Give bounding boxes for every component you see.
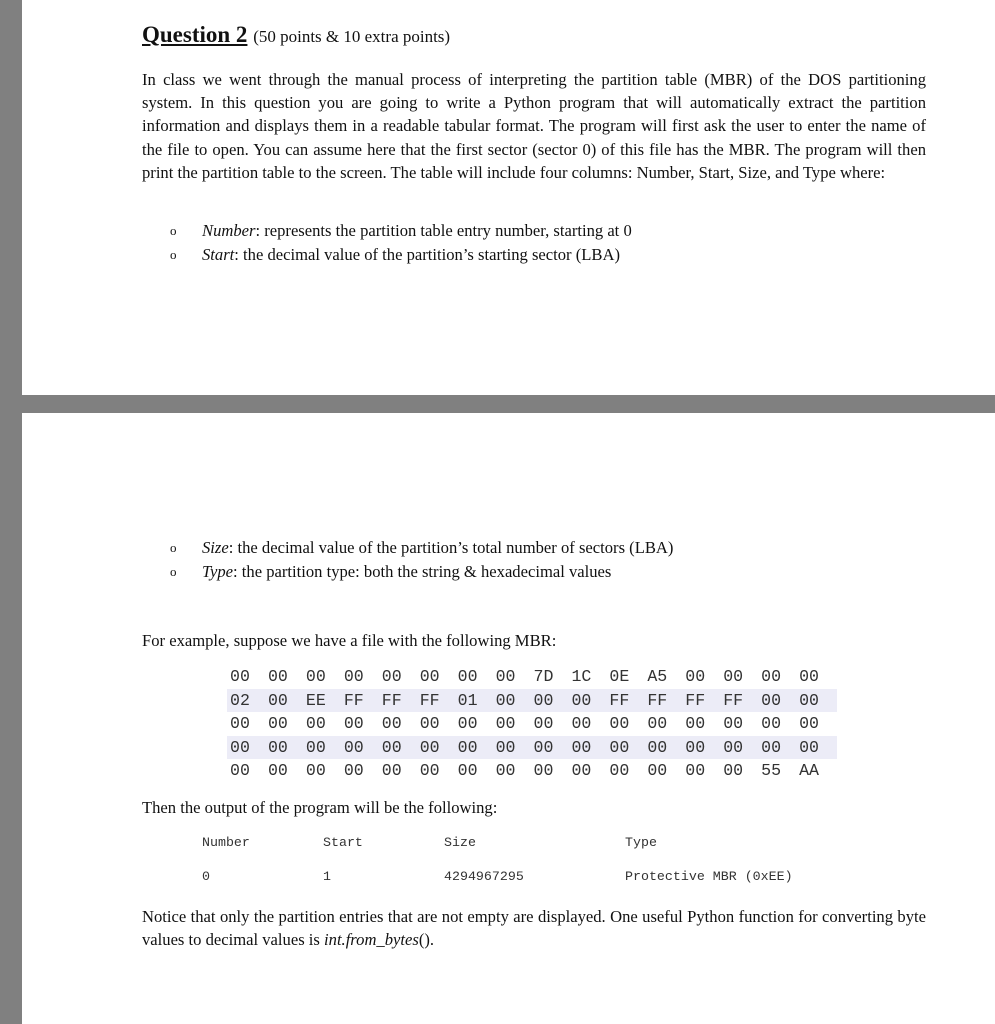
hex-byte: EE bbox=[305, 690, 326, 710]
notice-end: (). bbox=[418, 930, 435, 950]
hex-byte: 00 bbox=[761, 690, 782, 710]
question-number: Question 2 bbox=[142, 22, 248, 47]
hex-byte: 00 bbox=[495, 714, 516, 734]
hex-byte: 00 bbox=[230, 667, 250, 687]
hex-byte: 00 bbox=[723, 761, 744, 781]
hex-row bbox=[227, 665, 837, 689]
hex-byte: FF bbox=[647, 690, 668, 710]
output-label: Then the output of the program will be the following: bbox=[142, 798, 498, 817]
hex-byte: 00 bbox=[571, 714, 592, 734]
hex-byte: 00 bbox=[685, 737, 706, 757]
hex-byte: 00 bbox=[230, 761, 250, 781]
hex-byte: 00 bbox=[685, 667, 706, 687]
hex-byte: 00 bbox=[609, 714, 630, 734]
hex-byte: 00 bbox=[267, 737, 288, 757]
hex-byte: 00 bbox=[419, 761, 440, 781]
hex-byte: 00 bbox=[495, 690, 516, 710]
hex-byte: 00 bbox=[305, 737, 326, 757]
hex-byte: 00 bbox=[761, 737, 782, 757]
hex-byte: 00 bbox=[381, 667, 402, 687]
hex-byte: 00 bbox=[761, 714, 782, 734]
hex-byte: 00 bbox=[533, 761, 554, 781]
hex-byte: 00 bbox=[267, 667, 288, 687]
bullet-marker: o bbox=[170, 246, 177, 262]
cell-type: Protective MBR (0xEE) bbox=[625, 868, 793, 884]
hex-byte: 00 bbox=[495, 761, 516, 781]
hex-row bbox=[227, 759, 837, 783]
hex-byte: 1C bbox=[571, 667, 592, 687]
hex-byte: 00 bbox=[571, 761, 592, 781]
hex-byte: 00 bbox=[647, 714, 668, 734]
list-item-start bbox=[170, 243, 632, 267]
term-size: Size bbox=[202, 538, 229, 557]
hex-byte: 00 bbox=[230, 714, 250, 734]
list-item-type bbox=[170, 560, 673, 584]
hex-byte: 00 bbox=[799, 667, 819, 687]
bullet-marker: o bbox=[170, 563, 177, 579]
hex-byte: 00 bbox=[647, 737, 668, 757]
hex-byte: 00 bbox=[457, 714, 478, 734]
hex-byte: 00 bbox=[533, 690, 554, 710]
output-header-row bbox=[202, 831, 855, 853]
hex-byte: 00 bbox=[381, 737, 402, 757]
notice-paragraph bbox=[142, 905, 926, 951]
desc-type: : the partition type: both the string & hexadecimal values bbox=[233, 561, 612, 581]
term-type: Type bbox=[202, 561, 234, 581]
header-number: Number bbox=[202, 834, 250, 850]
hex-byte: 00 bbox=[381, 761, 402, 781]
hex-byte: 55 bbox=[761, 761, 782, 781]
hex-byte: 00 bbox=[267, 690, 288, 710]
hex-byte: 00 bbox=[799, 690, 819, 710]
notice-text: Notice that only the partition entries that are not empty are displayed. One useful Python function for converting byte values to decimal values is bbox=[142, 907, 926, 950]
hex-byte: 00 bbox=[533, 714, 554, 734]
hex-byte: 00 bbox=[761, 667, 782, 687]
desc-size: : the decimal value of the partition’s total number of sectors (LBA) bbox=[228, 538, 674, 557]
hex-byte: 00 bbox=[495, 737, 516, 757]
hex-byte: 00 bbox=[609, 737, 630, 757]
hex-byte: 00 bbox=[799, 714, 819, 734]
example-label: For example, suppose we have a file with the following MBR: bbox=[142, 631, 557, 650]
hex-byte: 00 bbox=[230, 737, 250, 757]
hex-row bbox=[227, 736, 837, 760]
hex-byte: 00 bbox=[343, 761, 364, 781]
list-item-number bbox=[170, 219, 632, 243]
intro-paragraph: In class we went through the manual process of interpreting the partition table (MBR) of the DOS partitioning system. In this question you are going to write a Python program that will automatically extract the partition information and displays them in a readable tabular format. The program will first ask the user to enter the name of the file to open. You can assume here that the first sector (sector 0) of this file has the MBR. The program will then print the partition table to the screen. The table will include four columns: Number, Start, Size, and Type where: bbox=[142, 70, 926, 182]
hex-byte: 7D bbox=[533, 667, 554, 687]
hex-byte: 00 bbox=[723, 667, 744, 687]
hex-byte: 00 bbox=[419, 667, 440, 687]
header-type: Type bbox=[625, 834, 657, 850]
bullet-marker: o bbox=[170, 540, 177, 555]
hex-byte: 00 bbox=[685, 714, 706, 734]
hex-byte: 02 bbox=[230, 690, 250, 710]
hex-byte: FF bbox=[723, 690, 744, 710]
hex-byte: 00 bbox=[305, 714, 326, 734]
term-start: Start bbox=[202, 244, 235, 264]
hex-byte: 00 bbox=[457, 667, 478, 687]
hex-byte: 00 bbox=[495, 667, 516, 687]
hex-byte: 00 bbox=[343, 737, 364, 757]
hex-byte: 00 bbox=[723, 714, 744, 734]
function-name: int.from_bytes bbox=[324, 930, 419, 950]
term-number: Number bbox=[202, 221, 256, 240]
hex-byte: 00 bbox=[571, 737, 592, 757]
header-size: Size bbox=[444, 834, 476, 850]
list-item-size bbox=[170, 536, 673, 560]
question-points: (50 points & 10 extra points) bbox=[253, 27, 451, 46]
header-start: Start bbox=[323, 834, 363, 850]
hex-row bbox=[227, 689, 837, 713]
hex-byte: 00 bbox=[305, 761, 326, 781]
hex-byte: 00 bbox=[381, 714, 402, 734]
hex-row bbox=[227, 712, 837, 736]
bullet-marker: o bbox=[170, 223, 177, 238]
program-output-table bbox=[202, 831, 855, 887]
hex-byte: AA bbox=[799, 761, 819, 781]
hex-byte: 00 bbox=[723, 737, 744, 757]
hex-byte: 00 bbox=[267, 714, 288, 734]
hex-byte: A5 bbox=[647, 667, 668, 687]
hex-byte: 00 bbox=[419, 714, 440, 734]
hex-byte: 00 bbox=[305, 667, 326, 687]
hex-byte: FF bbox=[381, 690, 402, 710]
cell-start: 1 bbox=[323, 868, 331, 884]
cell-size: 4294967295 bbox=[444, 868, 524, 884]
hex-byte: 0E bbox=[609, 667, 630, 687]
hex-byte: 00 bbox=[571, 690, 592, 710]
hex-byte: FF bbox=[343, 690, 364, 710]
hex-byte: 01 bbox=[457, 690, 478, 710]
hex-byte: 00 bbox=[457, 761, 478, 781]
hex-byte: 00 bbox=[647, 761, 668, 781]
hex-byte: 00 bbox=[799, 737, 819, 757]
output-data-row bbox=[202, 865, 855, 887]
hex-byte: FF bbox=[609, 690, 630, 710]
cell-number: 0 bbox=[202, 868, 210, 884]
hex-byte: 00 bbox=[609, 761, 630, 781]
desc-number: : represents the partition table entry number, starting at 0 bbox=[255, 221, 632, 240]
hex-byte: 00 bbox=[685, 761, 706, 781]
column-list-part-2 bbox=[170, 536, 673, 583]
hex-byte: 00 bbox=[343, 667, 364, 687]
page-1 bbox=[22, 0, 995, 395]
hex-byte: FF bbox=[419, 690, 440, 710]
hex-byte: 00 bbox=[457, 737, 478, 757]
column-list-part-1 bbox=[170, 219, 632, 266]
hex-byte: FF bbox=[685, 690, 706, 710]
hex-byte: 00 bbox=[533, 737, 554, 757]
hex-byte: 00 bbox=[419, 737, 440, 757]
hex-byte: 00 bbox=[343, 714, 364, 734]
page-2 bbox=[22, 413, 995, 1024]
mbr-hex-dump bbox=[227, 665, 837, 783]
desc-start: : the decimal value of the partition’s starting sector (LBA) bbox=[234, 244, 620, 264]
question-title bbox=[142, 22, 450, 48]
hex-byte: 00 bbox=[267, 761, 288, 781]
